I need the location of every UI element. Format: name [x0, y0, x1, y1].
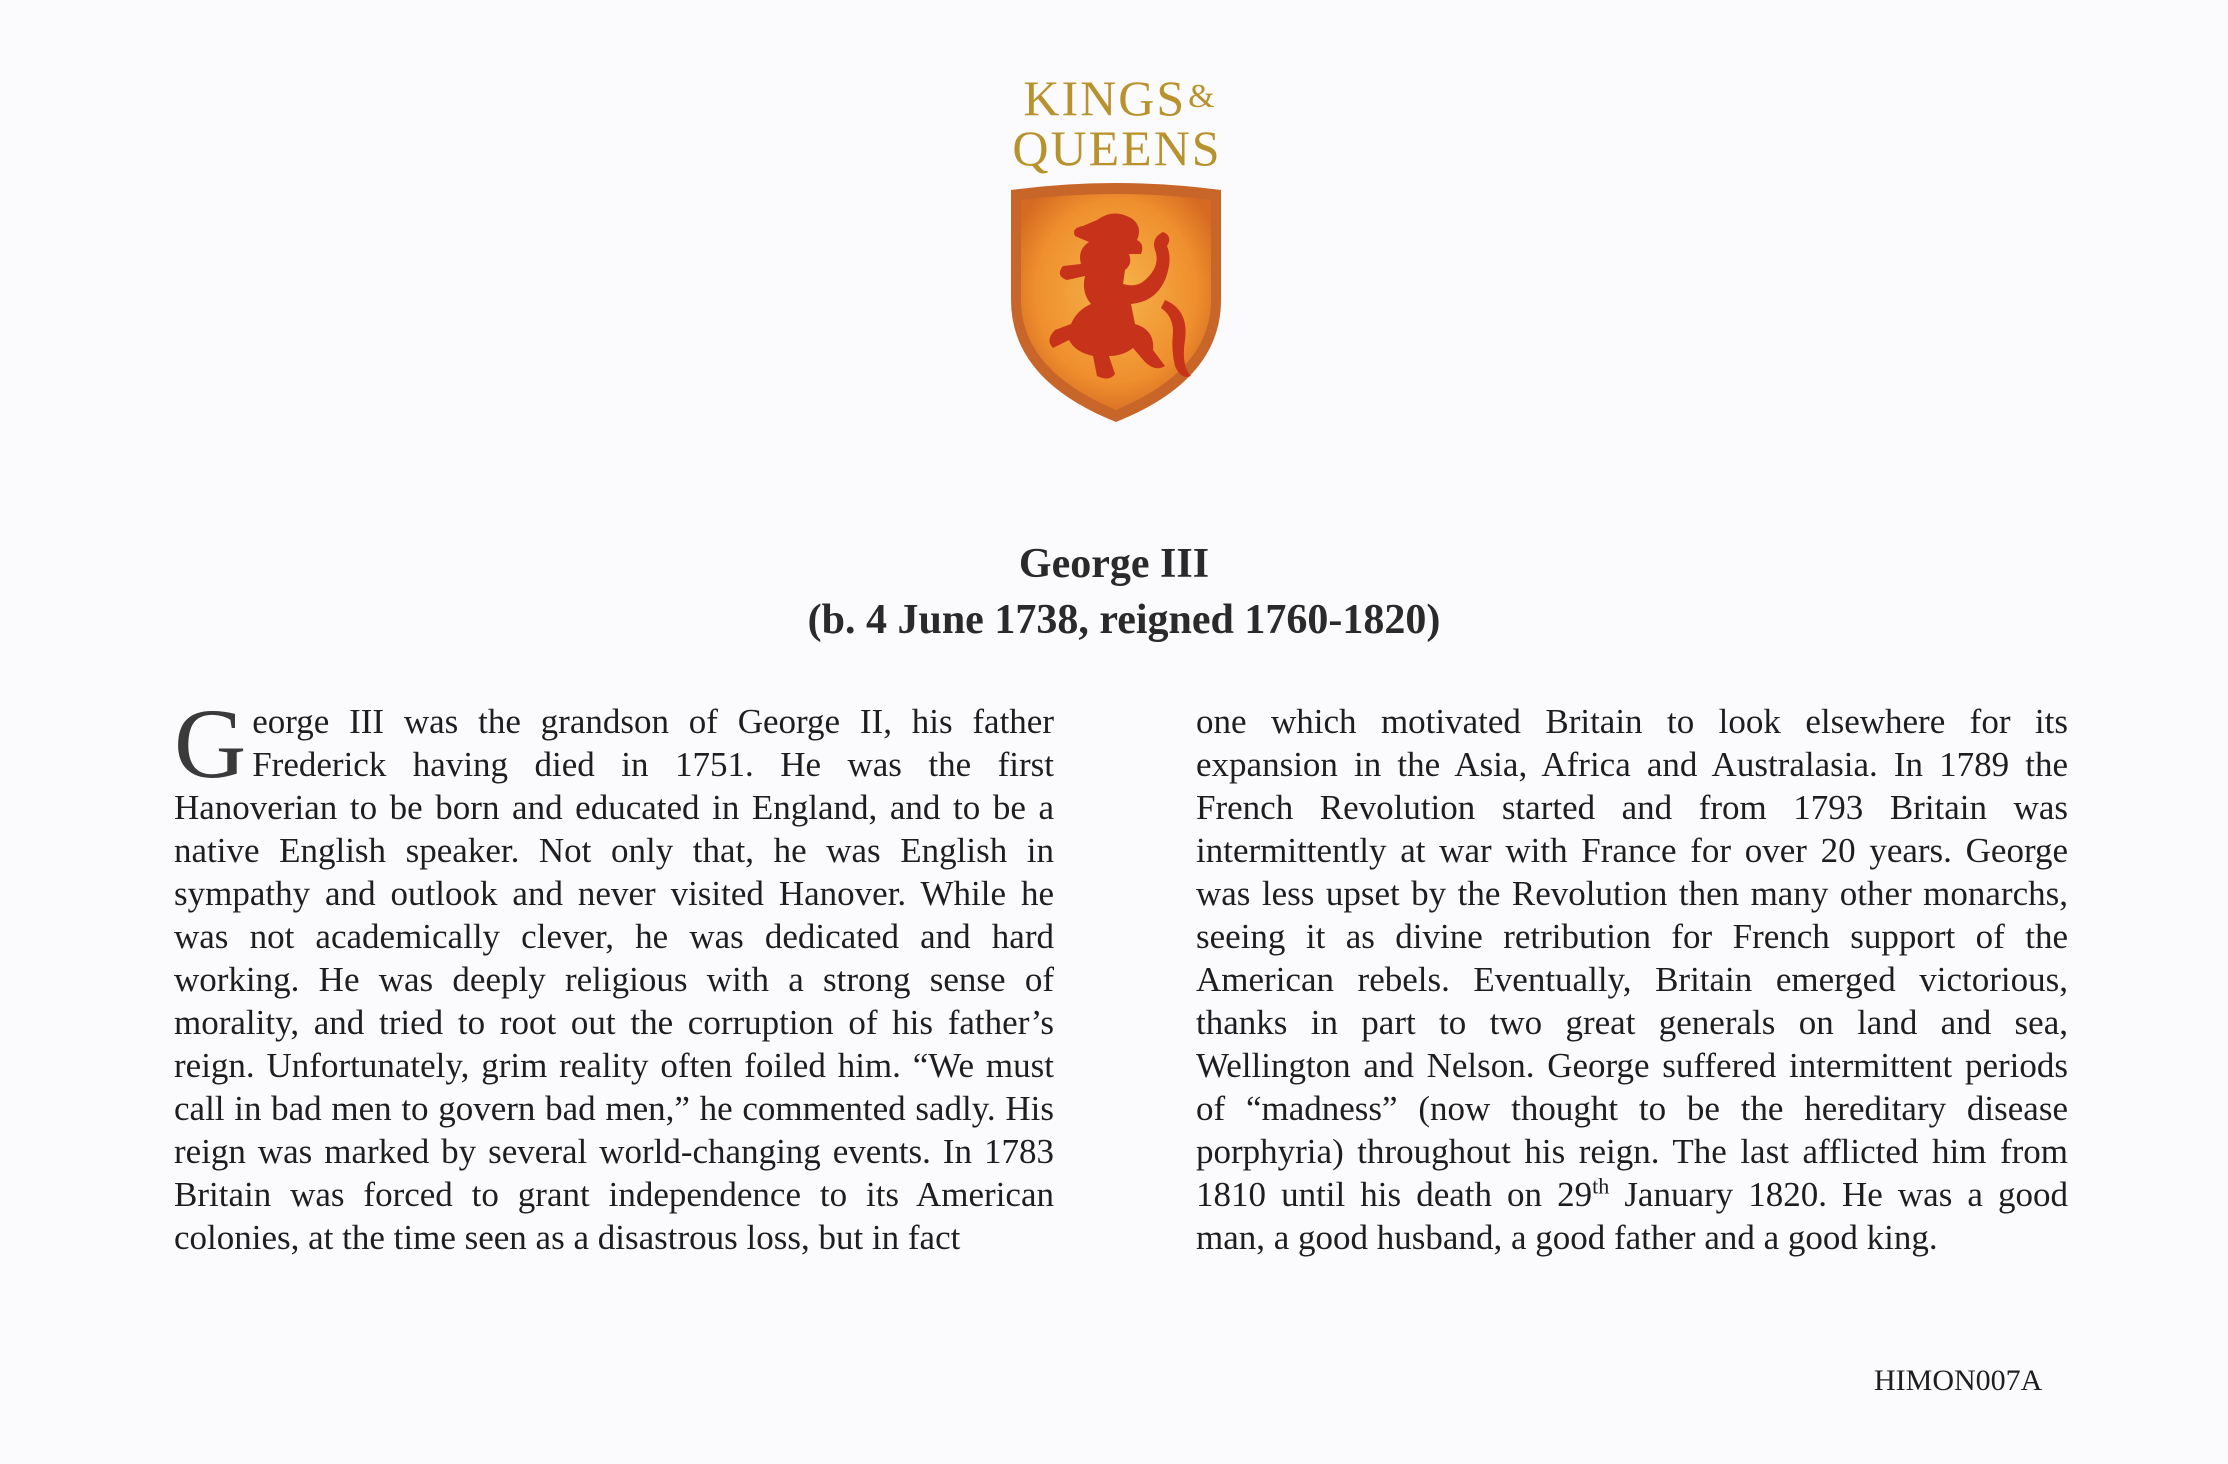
right-column [1196, 700, 2068, 1259]
heading-block [0, 536, 2228, 648]
drop-cap: G [174, 688, 247, 799]
logo-line-2: QUEENS [1012, 120, 1222, 176]
kings-queens-logo [990, 70, 1250, 176]
right-column-text-1: one which motivated Britain to look elsewhere for its expansion in the Asia, Africa and Australasia. In 1789 the French Revolution started and from 1793 Britain was intermittently at war with France for over 20 years. George was less upset by the Revolution then many other monarchs, seeing it as divine retribution for French support of the American rebels. Eventually, Britain emerged victorious, thanks in part to two great generals on land and sea, Wellington and Nelson. George suffered intermittent periods of “madness” (now thought to be the hereditary disease porphyria) throughout his reign. The last afflicted him from 1810 until his death on 29 [1196, 702, 2068, 1214]
left-column-text: eorge III was the grandson of George II, his father Frederick having died in 1751. He was the first Hanoverian to be born and educated in England, and to be a native English speaker. Not only that, he was English in sympathy and outlook and never visited Hanover. While he was not academically clever, he was dedicated and hard working. He was deeply religious with a strong sense of morality, and tried to root out the corruption of his father’s reign. Unfortunately, grim reality often foiled him. “We must call in bad men to govern bad men,” he commented sadly. His reign was marked by several world-changing events. In 1783 Britain was forced to grant independence to its American colonies, at the time seen as a disastrous loss, but in fact [174, 702, 1054, 1257]
logo-line-1: KINGS& [1023, 70, 1217, 126]
product-code: HIMON007A [1874, 1364, 2043, 1397]
page-title: George III [1018, 541, 1210, 587]
lion-shield-icon [1005, 180, 1227, 425]
left-column [174, 688, 1054, 1259]
right-column-text-2: January 1820. He was a good man, a good husband, a good father and a good king. [1196, 1175, 2068, 1257]
page-subtitle: (b. 4 June 1738, reigned 1760-1820) [807, 597, 1441, 643]
ordinal-superscript: th [1592, 1173, 1610, 1199]
